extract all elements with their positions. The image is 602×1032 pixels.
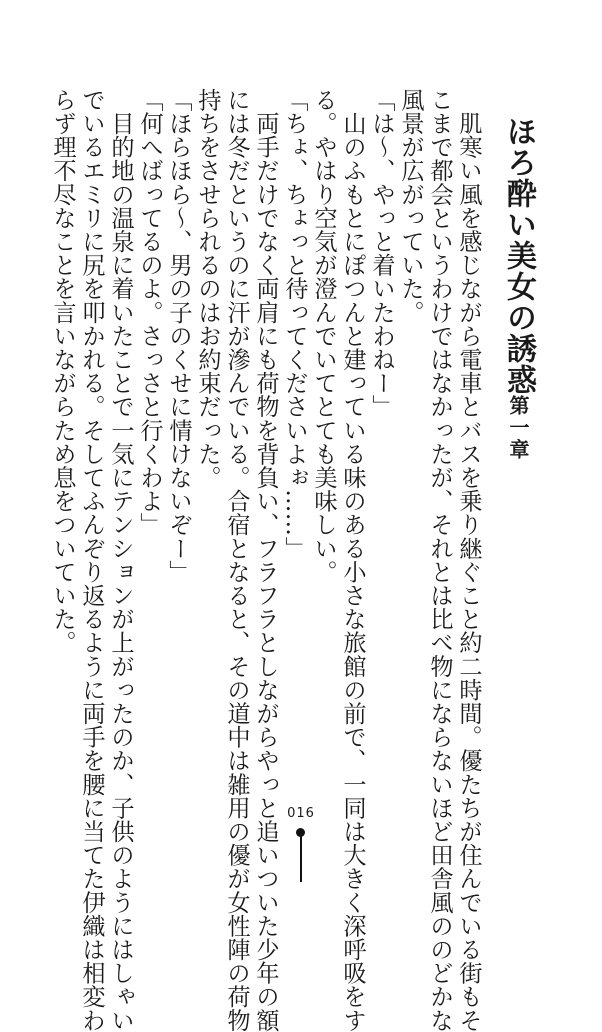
text-line: 肌寒い風を感じながら電車とバスを乗り継ぐこと約二時間。優たちが住んでいる街もそ — [455, 88, 482, 1032]
text-line: 「何へばってるのよ。さっさと行くわよ」 — [136, 88, 163, 537]
chapter-heading — [496, 92, 540, 461]
page-marker-line — [300, 836, 302, 882]
text-line: こまで都会というわけではなかったが、それとは比べ物にならないほど田舎風ののどかな — [426, 88, 453, 1032]
text-line: 山のふもとにぽつんと建っている味のある小さな旅館の前で、一同は大きく深呼吸をす — [339, 88, 366, 1032]
text-line: 「は～、やっと着いたわねー」 — [368, 88, 395, 419]
vertical-text-body — [49, 88, 540, 1032]
text-line: 「ちょ、ちょっと待ってくださいよぉ……」 — [281, 88, 308, 560]
text-line: には冬だというのに汗が滲んでいる。合宿となると、その道中は雑用の優が女性陣の荷物 — [223, 88, 250, 1032]
text-line: らず理不尽なことを言いながらため息をついていた。 — [49, 88, 76, 655]
text-line: 目的地の温泉に着いたことで一気にテンションが上がったのか、子供のようにはしゃい — [107, 88, 134, 1032]
chapter-title: ほろ酔い美女の誘惑 — [501, 116, 536, 395]
text-line: 「ほらほら～、男の子のくせに情けないぞー」 — [165, 88, 192, 584]
text-line: 両手だけでなく両肩にも荷物を背負い、フラフラとしながらやっと追いついた少年の額 — [252, 88, 279, 1032]
text-line: でいるエミリに尻を叩かれる。そしてふんぞり返るように両手を腰に当てた伊織は相変わ — [78, 88, 105, 1032]
text-line: 風景が広がっていた。 — [397, 88, 424, 324]
text-line: る。やはり空気が澄んでいてとても美味しい。 — [310, 88, 337, 584]
page-number: 016 — [287, 806, 315, 821]
chapter-number: 第一章 — [506, 395, 530, 461]
text-line: 持ちをさせられるのはお約束だった。 — [194, 88, 221, 490]
